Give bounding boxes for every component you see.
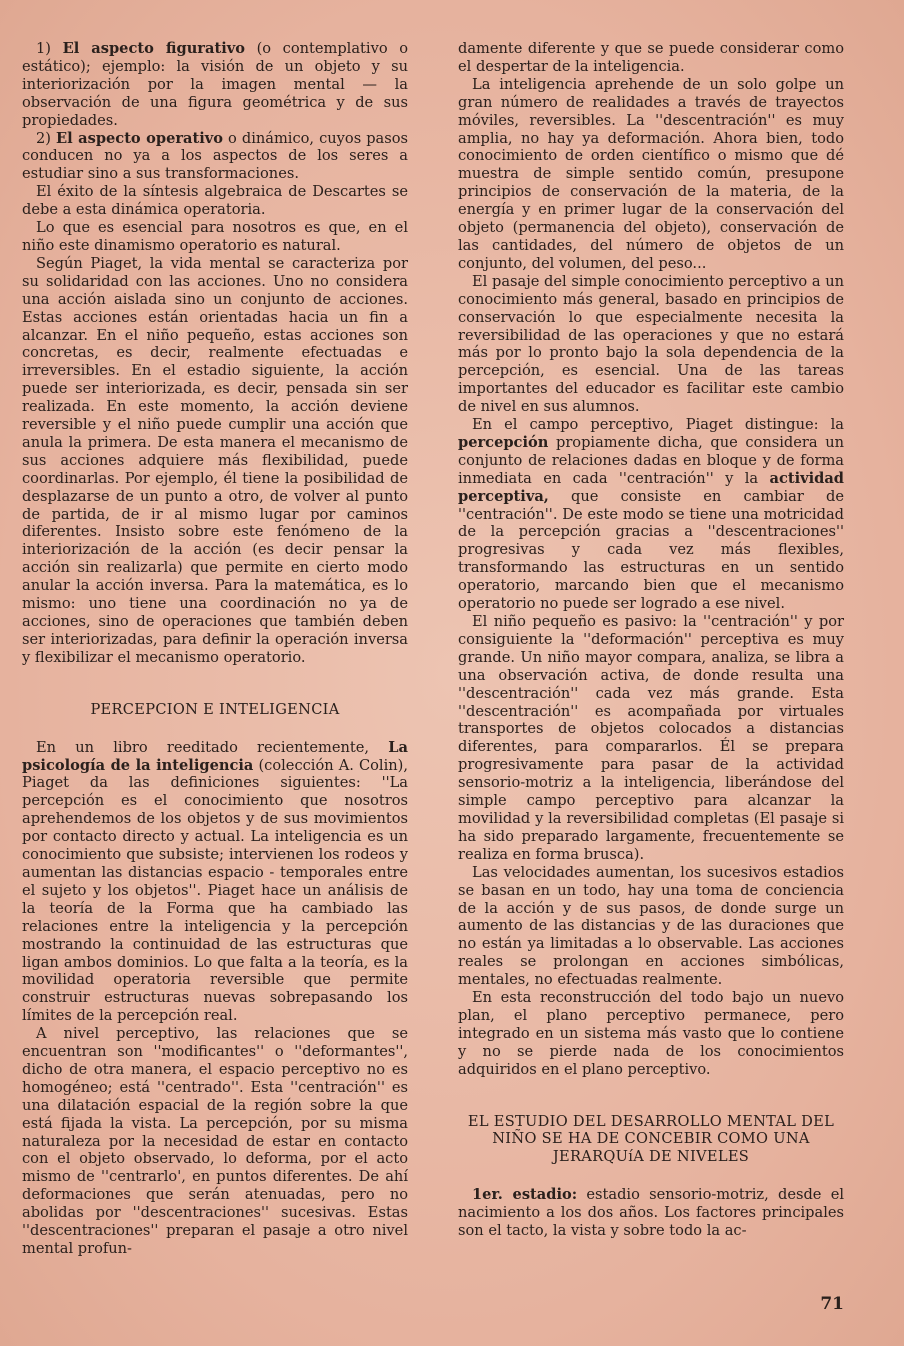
section-heading: PERCEPCION E INTELIGENCIA xyxy=(90,700,340,718)
paragraph: Lo que es esencial para nosotros es que, en el niño este dinamismo operatorio es natural. xyxy=(22,219,408,254)
paragraph: Según Piaget, la vida mental se caracteriza por su solidaridad con las acciones. Uno no considera una acción aislada sino un conjunto de acciones. Estas acciones están orientadas hacia un fin a alcanzar. En el niño pequeño, estas acciones son concretas, es decir, realmente efectuadas e irreversibles. En el estadio siguiente, la acción puede ser interiorizada, es decir, pensada sin ser realizada. En este momento, la acción deviene reversible y el niño puede cumplir una acción que anula la primera. De esta manera el mecanismo de sus acciones adquiere más flexibilidad, puede coordinarlas. Por ejemplo, él tiene la posibilidad de desplazarse de un punto a otro, de volver al punto de partida, de ir al mismo lugar por caminos diferentes. Insisto sobre este fenómeno de la interiorización de la acción (es decir pensar la acción sin realizarla) que permite en cierto modo anular la acción inversa. Para la matemática, es lo mismo: uno tiene una coordinación no ya de acciones, sino de operaciones que también deben ser interiorizadas, para definir la operación inversa y flexibilizar el mecanismo operatorio. xyxy=(22,254,408,666)
section-heading: EL ESTUDIO DEL DESARROLLO MENTAL DEL NIÑO SE HA DE CONCEBIR COMO UNA JERARQUíA DE NIVELES xyxy=(467,1112,835,1166)
paragraph: El pasaje del simple conocimiento perceptivo a un conocimiento más general, basado en principios de conservación lo que especialmente necesita la reversibilidad de las operaciones y que no estará más por lo pronto bajo la sola dependencia de la percepción, es esencial. Una de las tareas importantes del educador es facilitar este cambio de nivel en sus alumnos. xyxy=(458,272,844,416)
paragraph: A nivel perceptivo, las relaciones que se encuentran son ''modificantes'' o ''deformantes'', dicho de otra manera, el espacio perceptivo no es homogéneo; está ''centrado''. Esta ''centración'' es una dilatación espacial de la región sobre la que está fijada la vista. La percepción, por su misma naturaleza por la necesidad de estar en contacto con el objeto observado, lo deforma, por el acto mismo de ''centrarlo', en puntos diferentes. De ahí deformaciones que serán atenuadas, pero no abolidas por ''descentraciones'' sucesivas. Estas ''descentraciones'' preparan el pasaje a otro nivel mental profun- xyxy=(22,1025,408,1257)
paragraph: En esta reconstrucción del todo bajo un nuevo plan, el plano perceptivo permanece, pero integrado en un sistema más vasto que lo contiene y no se pierde nada de los conocimientos adquiridos en el plano perceptivo. xyxy=(458,989,844,1078)
right-column xyxy=(458,40,844,1240)
paragraph: 1er. estadio: estadio sensorio-motriz, desde el nacimiento a los dos años. Los factores principales son el tacto, la vista y sobre todo la ac- xyxy=(458,1186,844,1240)
paragraph: El éxito de la síntesis algebraica de Descartes se debe a esta dinámica operatoria. xyxy=(22,183,408,219)
page-number: 71 xyxy=(820,1294,844,1314)
paragraph: El niño pequeño es pasivo: la ''centración'' y por consiguiente la ''deformación'' perceptiva es muy grande. Un niño mayor compara, analiza, se libra a una observación activa, de donde resulta una ''descentración'' cada vez más grande. Esta ''descentración'' es acompañada por virtuales transportes de objetos colocados a distancias diferentes, para compararlos. Él se prepara progresivamente para pasar de la actividad sensorio-motriz a la inteligencia, liberándose del simple campo perceptivo para alcanzar la movilidad y la reversibilidad completas (El pasaje si ha sido preparado largamente, frecuentemente se realiza en forma brusca). xyxy=(458,613,844,863)
paragraph: damente diferente y que se puede considerar como el despertar de la inteligencia. xyxy=(458,40,844,75)
paragraph: La inteligencia aprehende de un solo golpe un gran número de realidades a través de trayectos móviles, reversibles. La ''descentración'' es muy amplia, no hay ya deformación. Ahora bien, todo conocimiento de orden científico o mismo que dé muestra de simple sentido común, presupone principios de conservación de la materia, de la energía y en primer lugar de la conservación del objeto (permanencia del objeto), conservación de las cantidades, del número de objetos de un conjunto, del volumen, del peso... xyxy=(458,75,844,272)
paragraph: En el campo perceptivo, Piaget distingue: la percepción propiamente dicha, que considera un conjunto de relaciones dadas en bloque y de forma inmediata en cada ''centración'' y la actividad perceptiva, que consiste en cambiar de ''centración''. De este modo se tiene una motricidad de la percepción gracias a ''descentraciones'' progresivas y cada vez más flexibles, transformando las estructuras en un sentido operatorio, marcando bien que el mecanismo operatorio no puede ser logrado a ese nivel. xyxy=(458,416,845,613)
paragraph: 2) El aspecto operativo o dinámico, cuyos pasos conducen no ya a los aspectos de los seres a estudiar sino a sus transformaciones. xyxy=(22,129,409,183)
paragraph: En un libro reeditado recientemente, La psicología de la inteligencia (colección A. Colin), Piaget da las definiciones siguientes: ''La percepción es el conocimiento que nosotros aprehendemos de los objetos y de sus movimientos por contacto directo y actual. La inteligencia es un conocimiento que subsiste; intervienen los rodeos y aumentan las distancias espacio - temporales entre el sujeto y los objetos''. Piaget hace un análisis de la teoría de la Forma que ha cambiado las relaciones entre la inteligencia y la percepción mostrando la continuidad de las estructuras que ligan ambos dominios. Lo que falta a la teoría, es la movilidad operatoria reversible que permite construir estructuras nuevas sobrepasando los límites de la percepción real. xyxy=(22,738,409,1025)
paragraph: 1) El aspecto figurativo (o contemplativo o estático); ejemplo: la visión de un objeto y su interiorización por la imagen mental — la observación de una figura geométrica y de sus propiedades. xyxy=(22,40,409,129)
paragraph: Las velocidades aumentan, los sucesivos estadios se basan en un todo, hay una toma de conciencia de la acción y de sus pasos, de donde surge un aumento de las distancias y de las duraciones que no están ya limitadas a lo observable. Las acciones reales se prolongan en acciones simbólicas, mentales, no efectuadas realmente. xyxy=(458,863,844,989)
left-column xyxy=(22,40,408,1258)
